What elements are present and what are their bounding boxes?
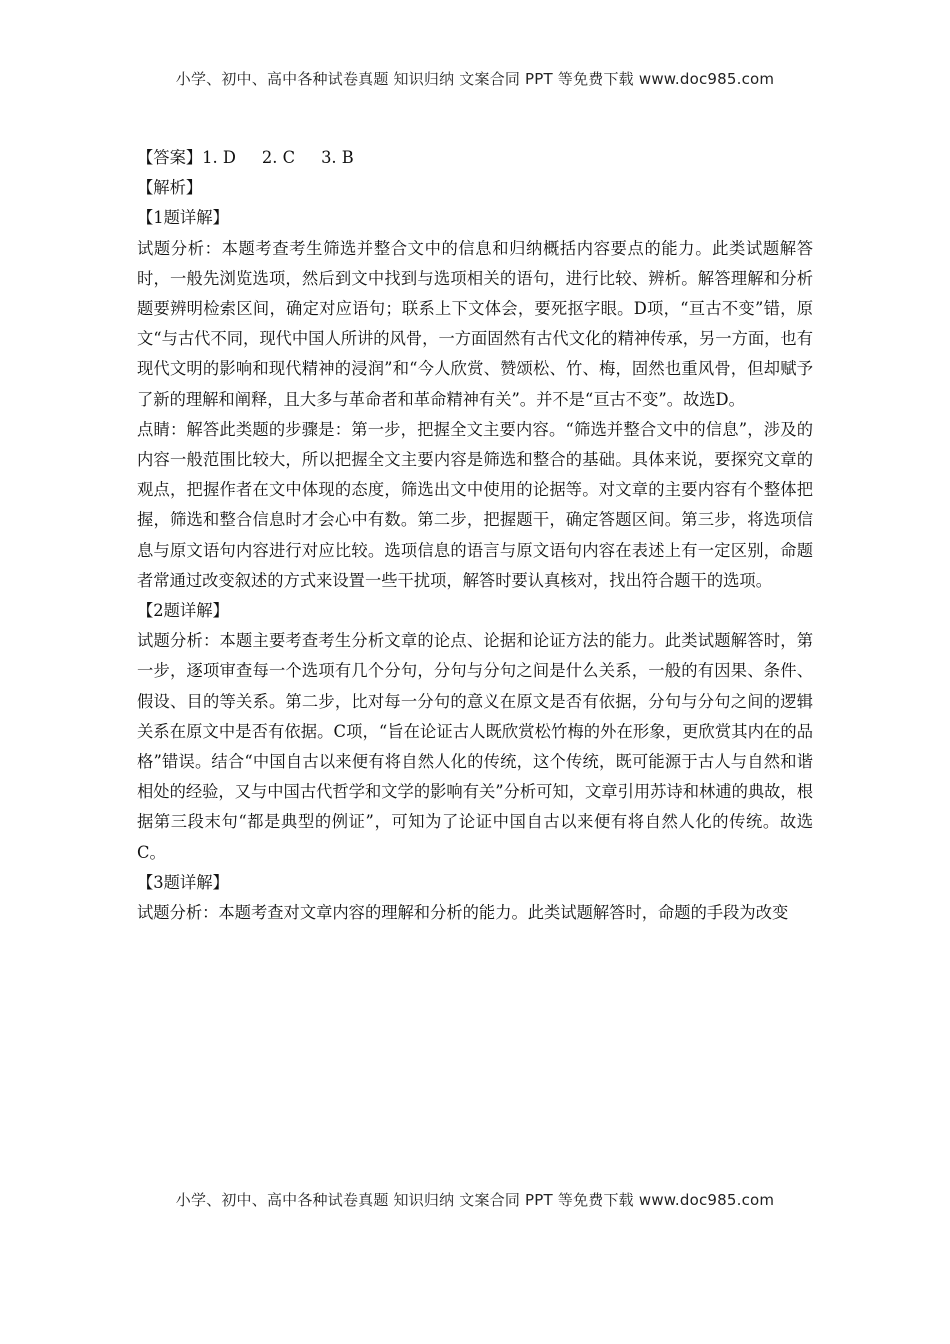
q1-analysis: 试题分析：本题考查考生筛选并整合文中的信息和归纳概括内容要点的能力。此类试题解答时，一般先浏览选项，然后到文中找到与选项相关的语句，进行比较、辨析。解答理解和分析题要辨明检索区间，确定对应语句；联系上下文体会，要死抠字眼。D项，“亘古不变”错，原文“与古代不同，现代中国人所讲的风骨，一方面固然有古代文化的精神传承，另一方面，也有现代文明的影响和现代精神的浸润”和“今人欣赏、赞颂松、竹、梅，固然也重风骨，但却赋予了新的理解和阐释，且大多与革命者和革命精神有关”。并不是“亘古不变”。故选D。 — [137, 238, 813, 409]
q1-heading: 【1题详解】 — [137, 208, 229, 228]
answer-1: 1. D — [202, 148, 236, 167]
analysis-label: 【解析】 — [137, 178, 203, 198]
answer-3: 3. B — [321, 148, 354, 167]
answer-line — [137, 143, 813, 173]
document-body — [137, 143, 813, 928]
q2-analysis: 试题分析：本题主要考查考生分析文章的论点、论据和论证方法的能力。此类试题解答时，第一步，逐项审查每一个选项有几个分句，分句与分句之间是什么关系，一般的有因果、条件、假设、目的等关系。第二步，比对每一分句的意义在原文是否有依据，分句与分句之间的逻辑关系在原文中是否有依据。C项，“旨在论证古人既欣赏松竹梅的外在形象，更欣赏其内在的品格”错误。结合“中国自古以来便有将自然人化的传统，这个传统，既可能源于古人与自然和谐相处的经验，又与中国古代哲学和文学的影响有关”分析可知，文章引用苏诗和林逋的典故，根据第三段末句“都是典型的例证”，可知为了论证中国自古以来便有将自然人化的传统。故选C。 — [137, 631, 813, 862]
q2-heading: 【2题详解】 — [137, 601, 229, 621]
q3-heading: 【3题详解】 — [137, 872, 229, 892]
page-header: 小学、初中、高中各种试卷真题 知识归纳 文案合同 PPT 等免费下载 www.doc985.com — [175, 70, 775, 88]
q1-tip: 点睛：解答此类题的步骤是：第一步，把握全文主要内容。“筛选并整合文中的信息”，涉及的内容一般范围比较大，所以把握全文主要内容是筛选和整合的基础。具体来说，要探究文章的观点，把握作者在文中体现的态度，筛选出文中使用的论据等。对文章的主要内容有个整体把握，筛选和整合信息时才会心中有数。第二步，把握题干，确定答题区间。第三步，将选项信息与原文语句内容进行对应比较。选项信息的语言与原文语句内容在表述上有一定区别，命题者常通过改变叙述的方式来设置一些干扰项，解答时要认真核对，找出符合题干的选项。 — [137, 419, 813, 590]
answer-2: 2. C — [261, 148, 296, 167]
answer-label: 【答案】 — [137, 148, 203, 167]
page-footer: 小学、初中、高中各种试卷真题 知识归纳 文案合同 PPT 等免费下载 www.doc985.com — [175, 1191, 775, 1209]
q3-analysis: 试题分析：本题考查对文章内容的理解和分析的能力。此类试题解答时，命题的手段为改变 — [137, 903, 789, 923]
